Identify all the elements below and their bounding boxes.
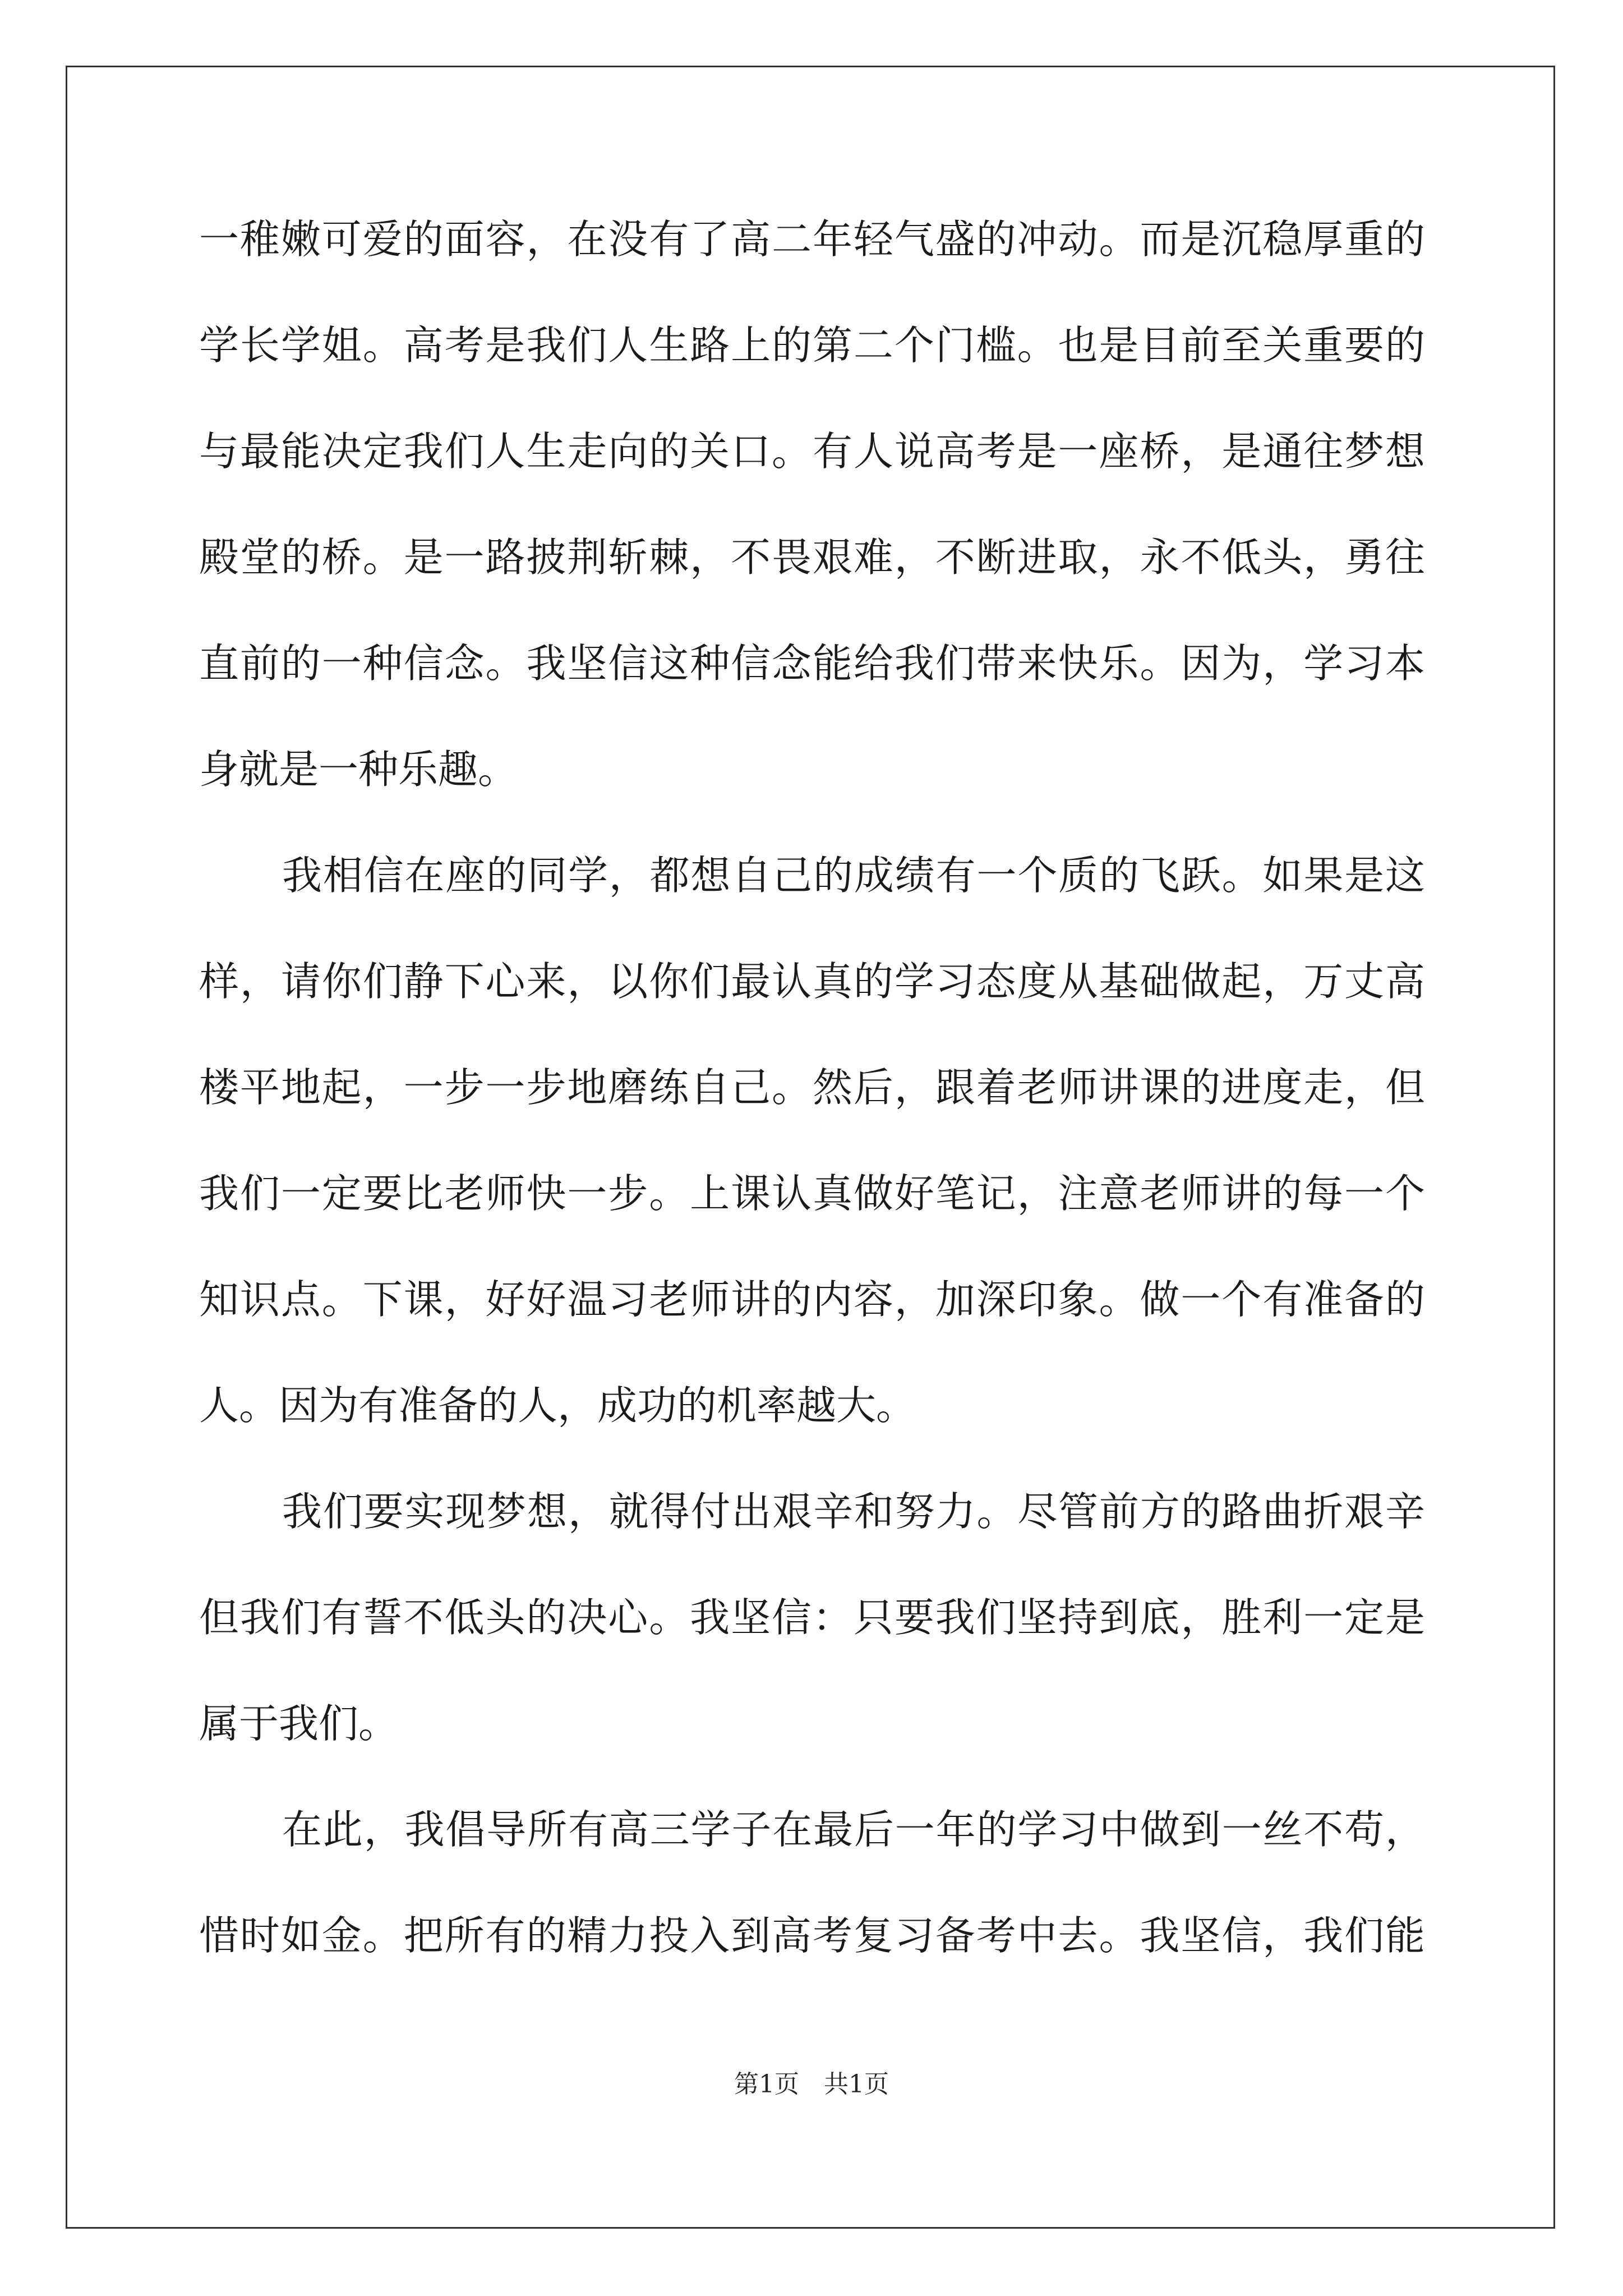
text-line: 学长学姐。高考是我们人生路上的第二个门槛。也是目前至关重要的 — [199, 322, 1425, 369]
text-line: 但我们有誓不低头的决心。我坚信：只要我们坚持到底，胜利一定是 — [199, 1594, 1425, 1641]
text-line: 我们要实现梦想，就得付出艰辛和努力。尽管前方的路曲折艰辛 — [282, 1488, 1425, 1535]
text-line: 样，请你们静下心来，以你们最认真的学习态度从基础做起，万丈高 — [199, 958, 1425, 1005]
text-line: 一稚嫩可爱的面容，在没有了高二年轻气盛的冲动。而是沉稳厚重的 — [199, 216, 1425, 263]
text-line: 属于我们。 — [199, 1700, 399, 1747]
text-line: 楼平地起，一步一步地磨练自己。然后，跟着老师讲课的进度走，但 — [199, 1064, 1425, 1111]
text-line: 殿堂的桥。是一路披荆斩棘，不畏艰难，不断进取，永不低头，勇往 — [199, 534, 1425, 581]
text-line: 人。因为有准备的人，成功的机率越大。 — [199, 1382, 916, 1429]
text-line: 在此，我倡导所有高三学子在最后一年的学习中做到一丝不苟， — [282, 1806, 1425, 1853]
text-line: 直前的一种信念。我坚信这种信念能给我们带来快乐。因为，学习本 — [199, 640, 1425, 687]
page-number-footer: 第1页 共1页 — [734, 2070, 889, 2099]
text-line: 我相信在座的同学，都想自己的成绩有一个质的飞跃。如果是这 — [282, 852, 1425, 899]
text-line: 知识点。下课，好好温习老师讲的内容，加深印象。做一个有准备的 — [199, 1276, 1425, 1323]
text-line: 身就是一种乐趣。 — [199, 746, 518, 793]
text-line: 与最能决定我们人生走向的关口。有人说高考是一座桥，是通往梦想 — [199, 428, 1425, 475]
text-line: 惜时如金。把所有的精力投入到高考复习备考中去。我坚信，我们能 — [199, 1912, 1425, 1959]
text-line: 我们一定要比老师快一步。上课认真做好笔记，注意老师讲的每一个 — [199, 1170, 1425, 1217]
document-body — [199, 213, 1425, 2016]
